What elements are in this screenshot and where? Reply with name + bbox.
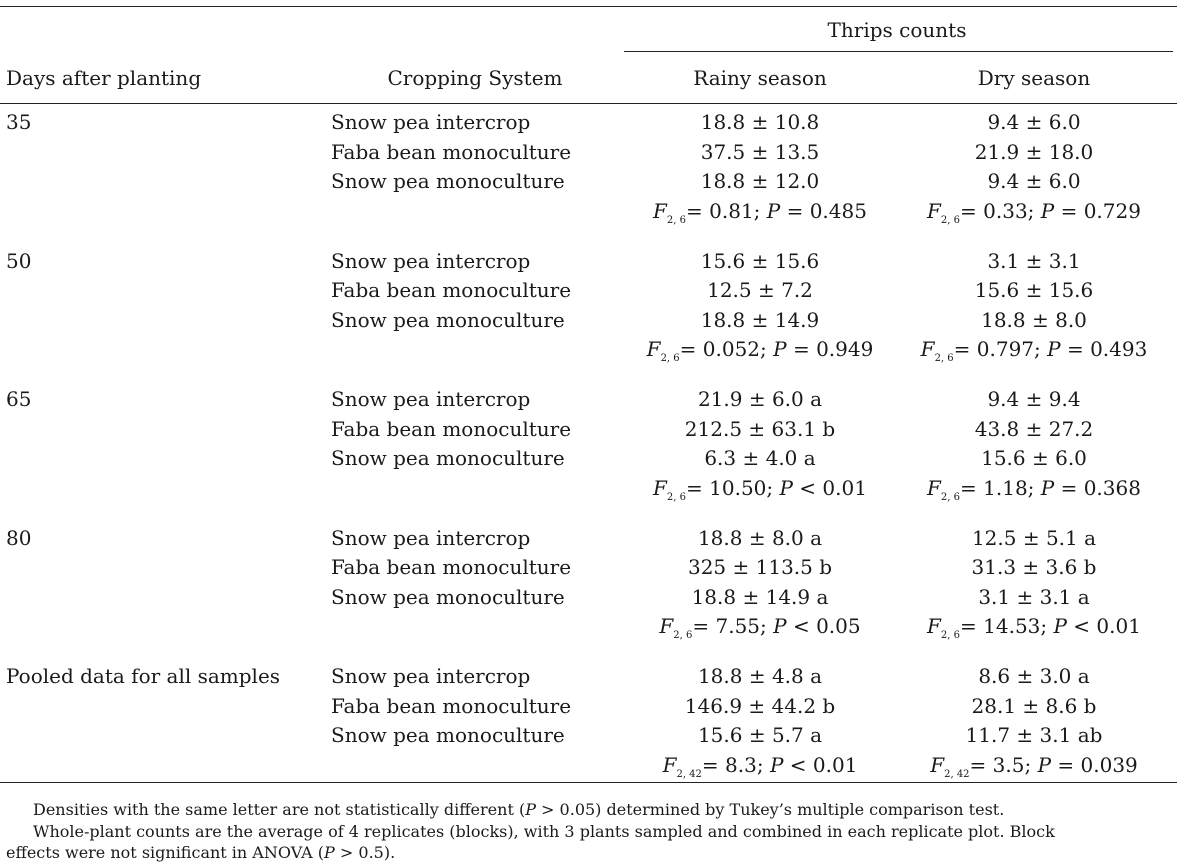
dry-season-anova-stat <box>927 475 1141 503</box>
f-symbol: F <box>927 198 941 223</box>
dry-season-value: 43.8 ± 27.2 <box>974 416 1094 441</box>
days-after-planting-cell: 50 <box>6 248 32 273</box>
f-value: = 0.052; <box>679 337 774 361</box>
rainy-season-value: 18.8 ± 8.0 a <box>697 525 823 550</box>
f-symbol: F <box>653 198 667 223</box>
p-symbol: P <box>779 475 793 500</box>
rainy-season-value: 18.8 ± 10.8 <box>700 110 820 134</box>
degrees-of-freedom: 2, 42 <box>944 768 970 780</box>
f-symbol: F <box>920 337 935 361</box>
f-value: = 3.5; <box>969 752 1038 777</box>
dry-season-anova-stat <box>920 337 1148 364</box>
rainy-season-anova-stat <box>653 198 867 226</box>
f-symbol: F <box>646 337 661 361</box>
p-symbol: P <box>1040 198 1055 223</box>
rainy-season-value: 18.8 ± 4.8 a <box>697 664 823 688</box>
column-header-dry-season: Dry season <box>977 66 1091 90</box>
rainy-season-value: 212.5 ± 63.1 b <box>684 416 836 441</box>
rainy-season-value: 18.8 ± 14.9 a <box>691 584 829 609</box>
group-header-rule <box>624 51 1173 52</box>
rainy-season-anova-stat <box>653 475 867 503</box>
p-symbol: P <box>1047 337 1061 361</box>
degrees-of-freedom: 2, 6 <box>934 353 954 364</box>
p-value: = 0.493 <box>1060 337 1148 361</box>
dry-season-value: 3.1 ± 3.1 <box>987 248 1081 273</box>
rainy-season-value: 325 ± 113.5 b <box>687 555 833 579</box>
rainy-season-value: 18.8 ± 12.0 <box>700 169 820 193</box>
rainy-season-value: 21.9 ± 6.0 a <box>697 387 823 411</box>
f-symbol: F <box>930 752 945 777</box>
p-symbol: P <box>766 198 781 223</box>
p-value: = 0.485 <box>780 198 867 223</box>
days-after-planting-cell: 65 <box>6 387 32 411</box>
days-after-planting-cell: 80 <box>6 525 32 550</box>
p-value: < 0.01 <box>1066 614 1141 638</box>
rainy-season-value: 15.6 ± 15.6 <box>700 248 820 273</box>
cropping-system-cell: Snow pea intercrop <box>331 110 531 134</box>
f-symbol: F <box>659 614 674 638</box>
f-value: = 8.3; <box>701 752 770 777</box>
cropping-system-cell: Snow pea monoculture <box>331 169 565 193</box>
footnote-replicates-line2: effects were not significant in ANOVA (P > 0.5). <box>6 843 396 862</box>
p-symbol: P <box>773 337 787 361</box>
p-value: < 0.01 <box>792 475 867 500</box>
rainy-season-anova-stat <box>646 337 874 364</box>
cropping-system-cell: Faba bean monoculture <box>331 278 572 302</box>
degrees-of-freedom: 2, 6 <box>666 214 687 226</box>
dry-season-value: 15.6 ± 6.0 <box>981 446 1087 470</box>
degrees-of-freedom: 2, 6 <box>660 353 680 364</box>
dry-season-value: 11.7 ± 3.1 ab <box>965 723 1103 747</box>
p-value: = 0.949 <box>786 337 874 361</box>
dry-season-value: 9.4 ± 6.0 <box>987 110 1081 134</box>
group-header-thrips-counts: Thrips counts <box>827 18 967 42</box>
p-value: = 0.368 <box>1054 475 1141 500</box>
f-value: = 0.81; <box>686 198 767 223</box>
f-symbol: F <box>653 475 667 500</box>
p-symbol: P <box>773 614 787 638</box>
dry-season-value: 9.4 ± 9.4 <box>987 387 1081 411</box>
footnote-tukey: Densities with the same letter are not statistically different (P > 0.05) determined by Tukey’s multiple comparison test. <box>33 800 1005 819</box>
degrees-of-freedom: 2, 42 <box>676 768 702 780</box>
degrees-of-freedom: 2, 6 <box>673 630 693 641</box>
dry-season-anova-stat <box>927 614 1141 641</box>
rainy-season-value: 37.5 ± 13.5 <box>700 139 820 164</box>
rainy-season-anova-stat <box>659 614 861 641</box>
f-value: = 0.33; <box>960 198 1041 223</box>
cropping-system-cell: Snow pea intercrop <box>331 248 531 273</box>
cropping-system-cell: Snow pea monoculture <box>331 446 565 470</box>
dry-season-anova-stat <box>930 752 1138 780</box>
p-value: < 0.01 <box>783 752 858 777</box>
dry-season-anova-stat <box>927 198 1141 226</box>
rainy-season-value: 146.9 ± 44.2 b <box>684 693 836 718</box>
cropping-system-cell: Faba bean monoculture <box>331 555 572 579</box>
column-header-rainy-season: Rainy season <box>693 66 827 90</box>
degrees-of-freedom: 2, 6 <box>940 491 961 503</box>
p-value: = 0.729 <box>1054 198 1141 223</box>
degrees-of-freedom: 2, 6 <box>940 214 961 226</box>
cropping-system-cell: Snow pea intercrop <box>331 387 531 411</box>
column-header-days: Days after planting <box>6 66 202 90</box>
rainy-season-value: 12.5 ± 7.2 <box>707 278 813 302</box>
cropping-system-cell: Faba bean monoculture <box>331 139 572 164</box>
dry-season-value: 9.4 ± 6.0 <box>987 169 1081 193</box>
p-symbol: P <box>1040 475 1055 500</box>
degrees-of-freedom: 2, 6 <box>940 630 961 641</box>
p-value: < 0.05 <box>786 614 861 638</box>
dry-season-value: 8.6 ± 3.0 a <box>978 664 1090 688</box>
rainy-season-anova-stat <box>662 752 858 780</box>
rainy-season-value: 18.8 ± 14.9 <box>700 307 820 332</box>
degrees-of-freedom: 2, 6 <box>666 491 687 503</box>
cropping-system-cell: Snow pea intercrop <box>331 525 531 550</box>
cropping-system-cell: Snow pea monoculture <box>331 307 565 332</box>
f-symbol: F <box>927 614 941 638</box>
f-value: = 0.797; <box>953 337 1048 361</box>
dry-season-value: 3.1 ± 3.1 a <box>978 584 1090 609</box>
column-header-cropping-system: Cropping System <box>387 66 563 90</box>
dry-season-value: 15.6 ± 15.6 <box>974 278 1094 302</box>
dry-season-value: 28.1 ± 8.6 b <box>971 693 1097 718</box>
p-value: = 0.039 <box>1051 752 1138 777</box>
cropping-system-cell: Faba bean monoculture <box>331 416 572 441</box>
f-value: = 7.55; <box>692 614 774 638</box>
f-symbol: F <box>927 475 941 500</box>
rainy-season-value: 15.6 ± 5.7 a <box>697 723 823 747</box>
p-symbol: P <box>769 752 784 777</box>
days-after-planting-cell: Pooled data for all samples <box>6 664 281 688</box>
dry-season-value: 18.8 ± 8.0 <box>981 307 1087 332</box>
cropping-system-cell: Snow pea monoculture <box>331 723 565 747</box>
dry-season-value: 21.9 ± 18.0 <box>974 139 1094 164</box>
cropping-system-cell: Snow pea intercrop <box>331 664 531 688</box>
dry-season-value: 12.5 ± 5.1 a <box>971 525 1097 550</box>
p-symbol: P <box>1037 752 1052 777</box>
days-after-planting-cell: 35 <box>6 110 32 134</box>
rainy-season-value: 6.3 ± 4.0 a <box>704 446 816 470</box>
p-symbol: P <box>1053 614 1067 638</box>
footnote-replicates-line1: Whole-plant counts are the average of 4 replicates (blocks), with 3 plants sampled and combined in each replicate plot. Block <box>33 822 1055 841</box>
cropping-system-cell: Snow pea monoculture <box>331 584 565 609</box>
f-value: = 10.50; <box>686 475 780 500</box>
header-bottom-rule <box>0 103 1177 104</box>
f-value: = 1.18; <box>960 475 1041 500</box>
table-bottom-rule <box>0 782 1177 783</box>
f-symbol: F <box>662 752 677 777</box>
top-rule <box>0 6 1177 7</box>
dry-season-value: 31.3 ± 3.6 b <box>971 555 1097 579</box>
f-value: = 14.53; <box>960 614 1054 638</box>
cropping-system-cell: Faba bean monoculture <box>331 693 572 718</box>
